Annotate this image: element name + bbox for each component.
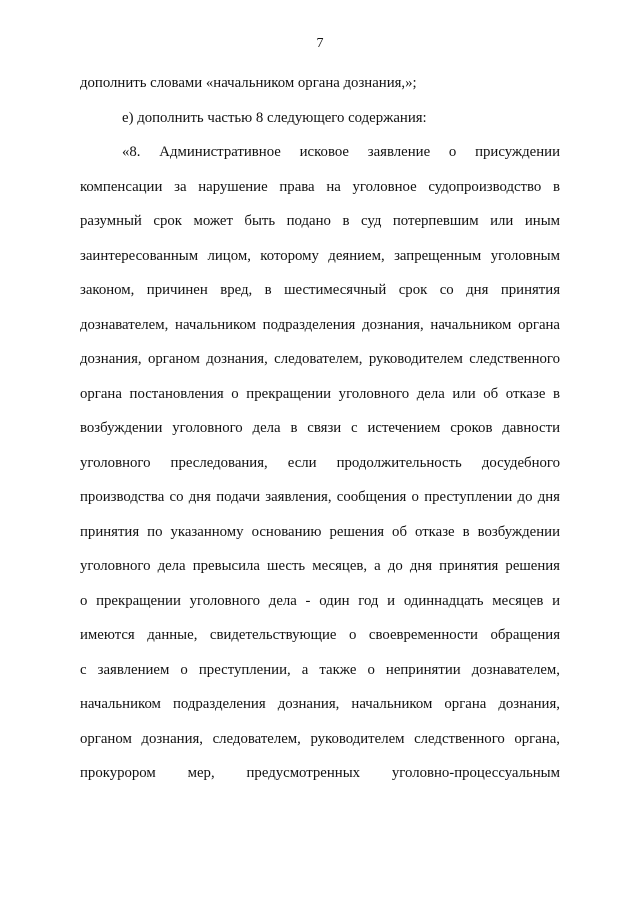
text-line: дознания, органом дознания, следователем, руководителем следственного: [80, 351, 560, 367]
text-line: органа постановления о прекращении уголовного дела или об отказе в: [80, 385, 560, 402]
text-line: прокурором мер, предусмотренных уголовно-процессуальным: [80, 765, 560, 781]
text-line: дознавателем, начальником подразделения дознания, начальником органа: [80, 316, 560, 333]
text-line: о прекращении уголовного дела - один год и одиннадцать месяцев и: [80, 592, 560, 609]
text-line: разумный срок может быть подано в суд потерпевшим или иным: [80, 213, 560, 229]
text-line: с заявлением о преступлении, а также о непринятии дознавателем,: [80, 661, 560, 678]
text-line: заинтересованным лицом, которому деянием, запрещенным уголовным: [80, 247, 560, 264]
text-line: уголовного дела превысила шесть месяцев, а до дня принятия решения: [80, 558, 560, 574]
page-number: 7: [316, 36, 324, 51]
text-line: возбуждении уголовного дела в связи с истечением сроков давности: [80, 420, 560, 436]
text-line: принятия по указанному основанию решения об отказе в возбуждении: [80, 523, 560, 540]
text-line: уголовного преследования, если продолжительность досудебного: [80, 454, 560, 471]
text-line: производства со дня подачи заявления, сообщения о преступлении до дня: [80, 489, 560, 505]
text-line: начальником подразделения дознания, начальником органа дознания,: [80, 696, 560, 712]
text-line: органом дознания, следователем, руководителем следственного органа,: [80, 730, 560, 747]
text-line: е) дополнить частью 8 следующего содержания:: [122, 109, 427, 126]
text-line: имеются данные, свидетельствующие о своевременности обращения: [80, 627, 560, 643]
document-body: [80, 66, 560, 791]
text-line: компенсации за нарушение права на уголовное судопроизводство в: [80, 178, 560, 195]
text-line: законом, причинен вред, в шестимесячный срок со дня принятия: [80, 282, 560, 298]
text-line: «8. Административное исковое заявление о присуждении: [122, 144, 560, 160]
text-line: дополнить словами «начальником органа дознания,»;: [80, 75, 417, 91]
